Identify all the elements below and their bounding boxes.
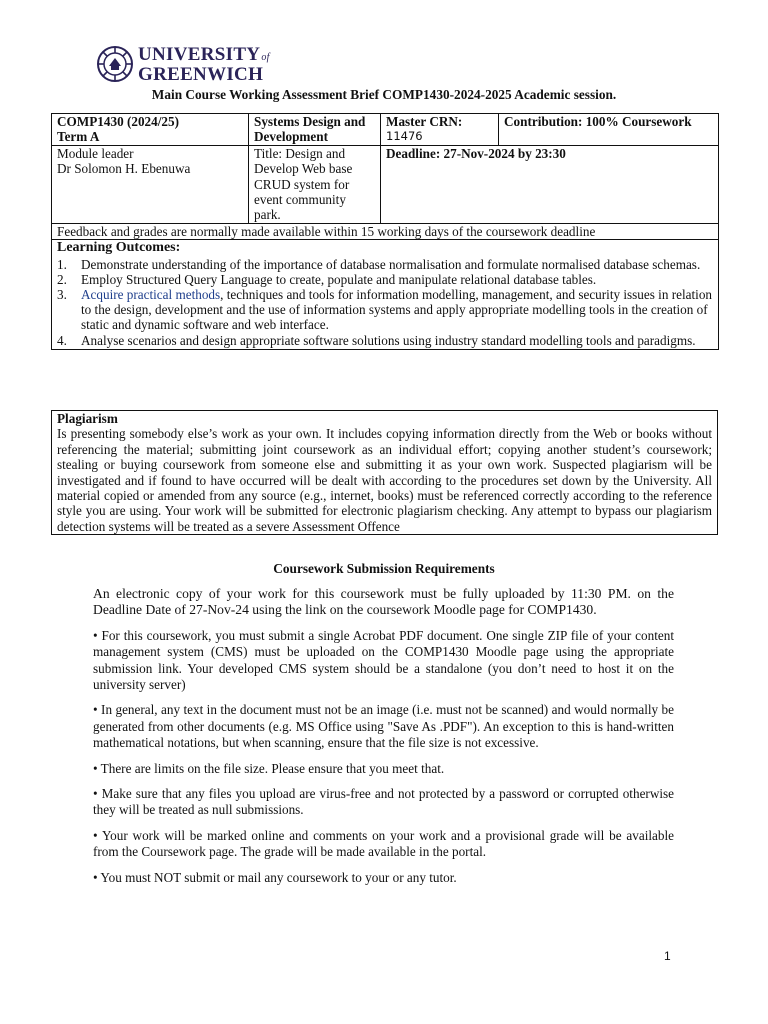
item-number: 3. bbox=[57, 287, 67, 303]
plagiarism-title: Plagiarism bbox=[57, 411, 118, 426]
title-line: park. bbox=[254, 207, 281, 223]
module-leader-label: Module leader bbox=[57, 145, 134, 161]
list-item bbox=[57, 272, 713, 287]
table-row bbox=[52, 223, 719, 239]
master-crn-value: 11476 bbox=[386, 129, 423, 144]
requirement-paragraph: • Your work will be marked online and comments on your work and a provisional grade will be available from the Coursework page. The grade will be made available in the portal. bbox=[93, 827, 674, 860]
title-line: event community bbox=[254, 192, 346, 208]
master-crn-label: Master CRN: bbox=[386, 114, 463, 129]
item-text: Employ Structured Query Language to create, populate and manipulate relational database tables. bbox=[81, 271, 597, 287]
item-text: Analyse scenarios and design appropriate software solutions using industry standard modelling tools and paradigms. bbox=[81, 332, 696, 348]
learning-outcomes-title: Learning Outcomes: bbox=[57, 240, 181, 256]
item-number: 4. bbox=[57, 332, 67, 348]
module-name-line2: Development bbox=[254, 129, 328, 145]
module-name-cell bbox=[249, 114, 381, 146]
title-line: Develop Web base bbox=[254, 161, 353, 177]
contribution: Contribution: 100% Coursework bbox=[499, 114, 719, 146]
requirement-paragraph: • You must NOT submit or mail any coursework to your or any tutor. bbox=[93, 869, 457, 885]
title-line: Title: Design and bbox=[254, 145, 346, 161]
requirements-title: Coursework Submission Requirements bbox=[273, 561, 495, 576]
crest-icon bbox=[95, 44, 135, 84]
module-leader-cell bbox=[52, 145, 249, 223]
list-item bbox=[57, 333, 713, 348]
brief-title: Main Course Working Assessment Brief COMP1430-2024-2025 Academic session. bbox=[151, 87, 617, 102]
logo-line1: UNIVERSITY bbox=[138, 43, 261, 65]
module-code: COMP1430 (2024/25) bbox=[57, 114, 179, 129]
item-number: 2. bbox=[57, 271, 67, 287]
module-name-line1: Systems Design and bbox=[254, 114, 366, 129]
table-row bbox=[52, 240, 719, 350]
item-number: 1. bbox=[57, 256, 67, 272]
plagiarism-box bbox=[51, 410, 718, 535]
logo-line2: GREENWICH bbox=[138, 63, 264, 85]
page-number: 1 bbox=[664, 949, 671, 963]
requirements-section bbox=[93, 586, 674, 895]
coursework-title-cell bbox=[249, 145, 381, 223]
plagiarism-body: Is presenting somebody else’s work as your own. It includes copying information directly from the Web or books without referencing the material; submitting joint coursework as an individual effort; copying another student’s coursework; stealing or buying coursework from someone else and submitting it as your own work. Suspected plagiarism will be investigated and if found to have occurred will be dealt with according to the procedures set down by the University. All material copied or amended from any source (e.g., internet, books) must be referenced correctly according to the reference style you are using. Your work will be submitted for electronic plagiarism checking. Any attempt to bypass our plagiarism detection systems will be treated as a severe Assessment Offence bbox=[57, 426, 712, 534]
table-row bbox=[52, 114, 719, 146]
module-info-table bbox=[51, 113, 719, 350]
module-leader-name: Dr Solomon H. Ebenuwa bbox=[57, 161, 191, 177]
module-code-cell bbox=[52, 114, 249, 146]
learning-outcomes-list bbox=[57, 257, 713, 348]
logo-of: of bbox=[261, 51, 270, 63]
title-line: CRUD system for bbox=[254, 176, 350, 192]
term: Term A bbox=[57, 129, 100, 145]
item-text: Demonstrate understanding of the importance of database normalisation and formulate normalised database schemas. bbox=[81, 256, 701, 272]
learning-outcomes-cell bbox=[52, 240, 719, 350]
practical-methods-link[interactable]: Acquire practical methods bbox=[81, 287, 221, 303]
feedback-note: Feedback and grades are normally made available within 15 working days of the coursework deadline bbox=[52, 223, 719, 239]
requirement-paragraph: • There are limits on the file size. Please ensure that you meet that. bbox=[93, 760, 445, 776]
requirement-paragraph: • For this coursework, you must submit a single Acrobat PDF document. One single ZIP file of your content management system (CMS) must be uploaded on the COMP1430 Moodle page using the appropriate submission link. Your developed CMS system should be a standalone (you don’t need to host it on the university server) bbox=[93, 627, 674, 693]
master-crn-cell bbox=[381, 114, 499, 146]
table-row bbox=[52, 145, 719, 223]
list-item bbox=[57, 257, 713, 272]
item-text: , techniques and tools for information modelling, management, and security issues in relation to the design, development and the use of information systems and apply appropriate modelling tools in the creation of static and dynamic software and web interface. bbox=[81, 287, 713, 333]
list-item bbox=[57, 287, 713, 333]
deadline: Deadline: 27-Nov-2024 by 23:30 bbox=[381, 145, 719, 223]
university-logo bbox=[95, 44, 270, 84]
requirement-paragraph: • In general, any text in the document must not be an image (i.e. must not be scanned) and would normally be generated from other documents (e.g. MS Office using "Save As .PDF"). An exception to this is hand-written mathematical notations, but when scanning, ensure that the file size is not excessive. bbox=[93, 702, 674, 751]
requirement-paragraph: • Make sure that any files you upload are virus-free and not protected by a password or corrupted otherwise they will be treated as null submissions. bbox=[93, 786, 674, 818]
requirement-paragraph: An electronic copy of your work for this coursework must be fully uploaded by 11:30 PM. on the Deadline Date of 27-Nov-24 using the link on the coursework Moodle page for COMP1430. bbox=[93, 586, 674, 618]
